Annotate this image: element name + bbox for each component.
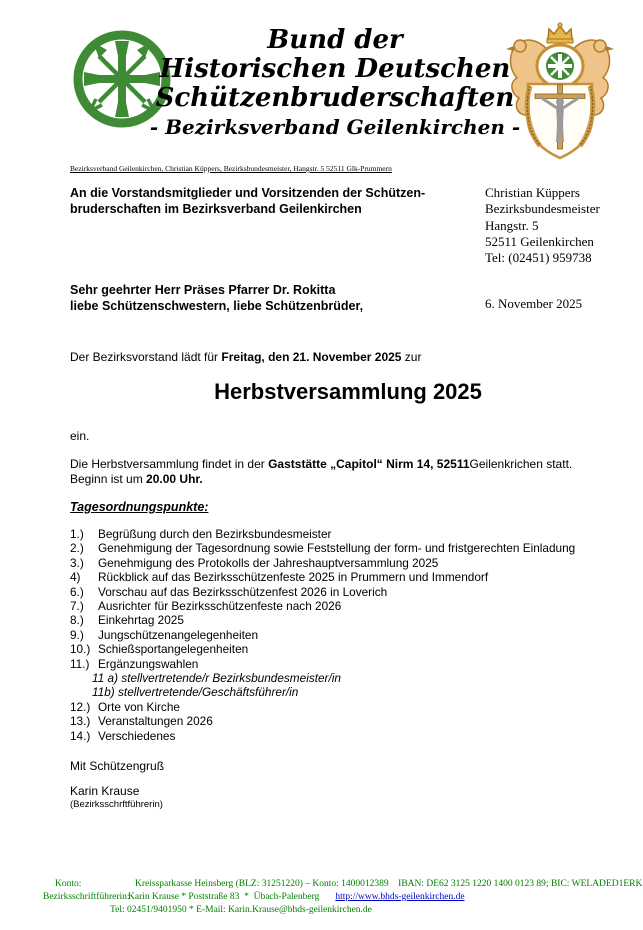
agenda-item-number: 13.) xyxy=(70,714,91,729)
agenda-item-text: Ausrichter für Bezirksschützenfeste nach 2026 xyxy=(98,599,342,614)
agenda-item-number: 1.) xyxy=(70,527,84,541)
event-heading: Herbstversammlung 2025 xyxy=(214,379,482,404)
agenda-item-text: Schießsportangelegenheiten xyxy=(98,642,249,657)
agenda-item-text: 11 a) stellvertretende/r Bezirksbundesmeister/in xyxy=(92,671,341,686)
agenda-item-number: 8.) xyxy=(70,613,84,628)
agenda-item-text: Orte von Kirche xyxy=(98,699,180,714)
agenda-item-text: Begrüßung durch den Bezirksbundesmeister xyxy=(98,527,332,541)
agenda-item xyxy=(70,527,630,541)
sender-contact-block xyxy=(485,185,600,266)
footer-bank-line xyxy=(55,879,642,889)
coat-of-arms-logo xyxy=(504,22,616,160)
intro-prefix: Der Bezirksvorstand lädt für xyxy=(70,350,222,364)
agenda-item-number: 3.) xyxy=(70,555,84,570)
recipient-line-1: An die Vorstandsmitglieder und Vorsitzenden der Schützen- xyxy=(70,186,426,200)
contact-role: Bezirksbundesmeister xyxy=(485,201,600,217)
contact-phone: Tel: (02451) 959738 xyxy=(485,250,592,266)
agenda-item-text: Verschiedenes xyxy=(98,728,176,743)
agenda-item xyxy=(70,642,630,656)
agenda-sub-item xyxy=(70,685,630,699)
agenda-item-text: Genehmigung der Tagesordnung sowie Feststellung der form- und fristgerechten Einladung xyxy=(98,541,576,556)
agenda-item xyxy=(70,714,630,728)
agenda-item-number: 10.) xyxy=(70,642,91,657)
agenda-item xyxy=(70,657,630,671)
agenda-item-number: 14.) xyxy=(70,728,91,743)
closing-signature-name: Karin Krause xyxy=(70,784,140,798)
salutation-block xyxy=(70,283,363,314)
closing-signature-role: (Bezirksschrftführerin) xyxy=(70,799,163,810)
agenda-item-number: 9.) xyxy=(70,627,84,642)
agenda-item-text: Einkehrtag 2025 xyxy=(98,613,184,628)
intro-date-bold: Freitag, den 21. November 2025 xyxy=(221,350,402,364)
sender-return-address: Bezirksverband Geilenkirchen, Christian Küppers, Bezirksbundesmeister, Hangstr. 5 52511 Glk-Prummern xyxy=(70,164,392,173)
recipient-block xyxy=(70,186,425,217)
website-link[interactable]: http://www.bhds-geilenkirchen.de xyxy=(335,892,465,902)
agenda-item-number: 6.) xyxy=(70,584,84,599)
org-name-line-2: Historischen Deutschen xyxy=(159,54,511,84)
contact-street: Hangstr. 5 xyxy=(485,217,539,233)
agenda-item xyxy=(70,541,630,555)
agenda-item xyxy=(70,700,630,714)
closing-greeting: Mit Schützengruß xyxy=(70,759,165,773)
agenda-item xyxy=(70,585,630,599)
agenda-item-number: 7.) xyxy=(70,599,84,614)
salutation-line-2: liebe Schützenschwestern, liebe Schützenbrüder, xyxy=(70,298,364,313)
begin-line xyxy=(70,472,203,486)
contact-city: 52511 Geilenkirchen xyxy=(485,233,594,249)
agenda-item-text: Ergänzungswahlen xyxy=(98,656,199,671)
letterhead xyxy=(110,26,560,140)
intro-ein: ein. xyxy=(70,429,90,443)
agenda-item-text: Rückblick auf das Bezirksschützenfeste 2025 in Prummern und Immendorf xyxy=(98,570,489,585)
footer-secretary-line xyxy=(43,892,465,902)
footer-bank-label: Konto: xyxy=(55,879,82,889)
footer-contact-line: Tel: 02451/9401950 * E-Mail: Karin.Krause@bhds-geilenkirchen.de xyxy=(110,905,372,915)
contact-name: Christian Küppers xyxy=(485,185,580,200)
agenda-item-text: 11b) stellvertretende/Geschäftsführer/in xyxy=(92,685,299,700)
venue-suffix: Geilenkrichen statt. xyxy=(469,457,573,471)
letter-date: 6. November 2025 xyxy=(485,296,583,311)
org-name-line-3: Schützenbruderschaften xyxy=(155,83,515,113)
venue-prefix: Die Herbstversammlung findet in der xyxy=(70,457,269,471)
org-name-line-1: Bund der xyxy=(267,25,403,55)
agenda-item xyxy=(70,570,630,584)
agenda-item xyxy=(70,599,630,613)
begin-prefix: Beginn ist um xyxy=(70,472,147,486)
intro-suffix: zur xyxy=(401,350,422,364)
begin-time-bold: 20.00 Uhr. xyxy=(146,472,203,486)
agenda-item-number: 11.) xyxy=(70,656,90,671)
footer-bank-details: Kreissparkasse Heinsberg (BLZ: 31251220) – Konto: 1400012389 IBAN: DE62 3125 1220 1400 0123 89; BIC: WELADED1ERK xyxy=(135,879,643,889)
recipient-line-2: bruderschaften im Bezirksverband Geilenkirchen xyxy=(70,201,362,216)
agenda-item-text: Jungschützenangelegenheiten xyxy=(98,627,259,642)
footer-secretary-details: Karin Krause * Poststraße 83 * Übach-Palenberg xyxy=(128,892,320,902)
agenda-item xyxy=(70,613,630,627)
venue-line xyxy=(70,457,572,471)
agenda-item-number: 2.) xyxy=(70,541,84,556)
org-subtitle: - Bezirksverband Geilenkirchen - xyxy=(149,115,521,139)
venue-bold: Gaststätte „Capitol“ Nirm 14, 52511 xyxy=(268,457,470,471)
invitation-intro xyxy=(70,350,421,364)
footer-secretary-label: Bezirksschriftführerin: xyxy=(43,892,130,902)
agenda-item-number: 4) xyxy=(70,570,81,585)
agenda-heading: Tagesordnungspunkte: xyxy=(70,500,209,514)
agenda-item xyxy=(70,556,630,570)
agenda-list xyxy=(70,527,630,743)
agenda-item-text: Genehmigung des Protokolls der Jahreshauptversammlung 2025 xyxy=(98,555,439,570)
agenda-item-text: Veranstaltungen 2026 xyxy=(98,714,213,729)
agenda-item xyxy=(70,628,630,642)
agenda-sub-item xyxy=(70,671,630,685)
agenda-item-number: 12.) xyxy=(70,699,91,714)
agenda-item xyxy=(70,729,630,743)
agenda-item-text: Vorschau auf das Bezirksschützenfest 2026 in Loverich xyxy=(98,584,388,599)
salutation-line-1: Sehr geehrter Herr Präses Pfarrer Dr. Rokitta xyxy=(70,283,336,297)
